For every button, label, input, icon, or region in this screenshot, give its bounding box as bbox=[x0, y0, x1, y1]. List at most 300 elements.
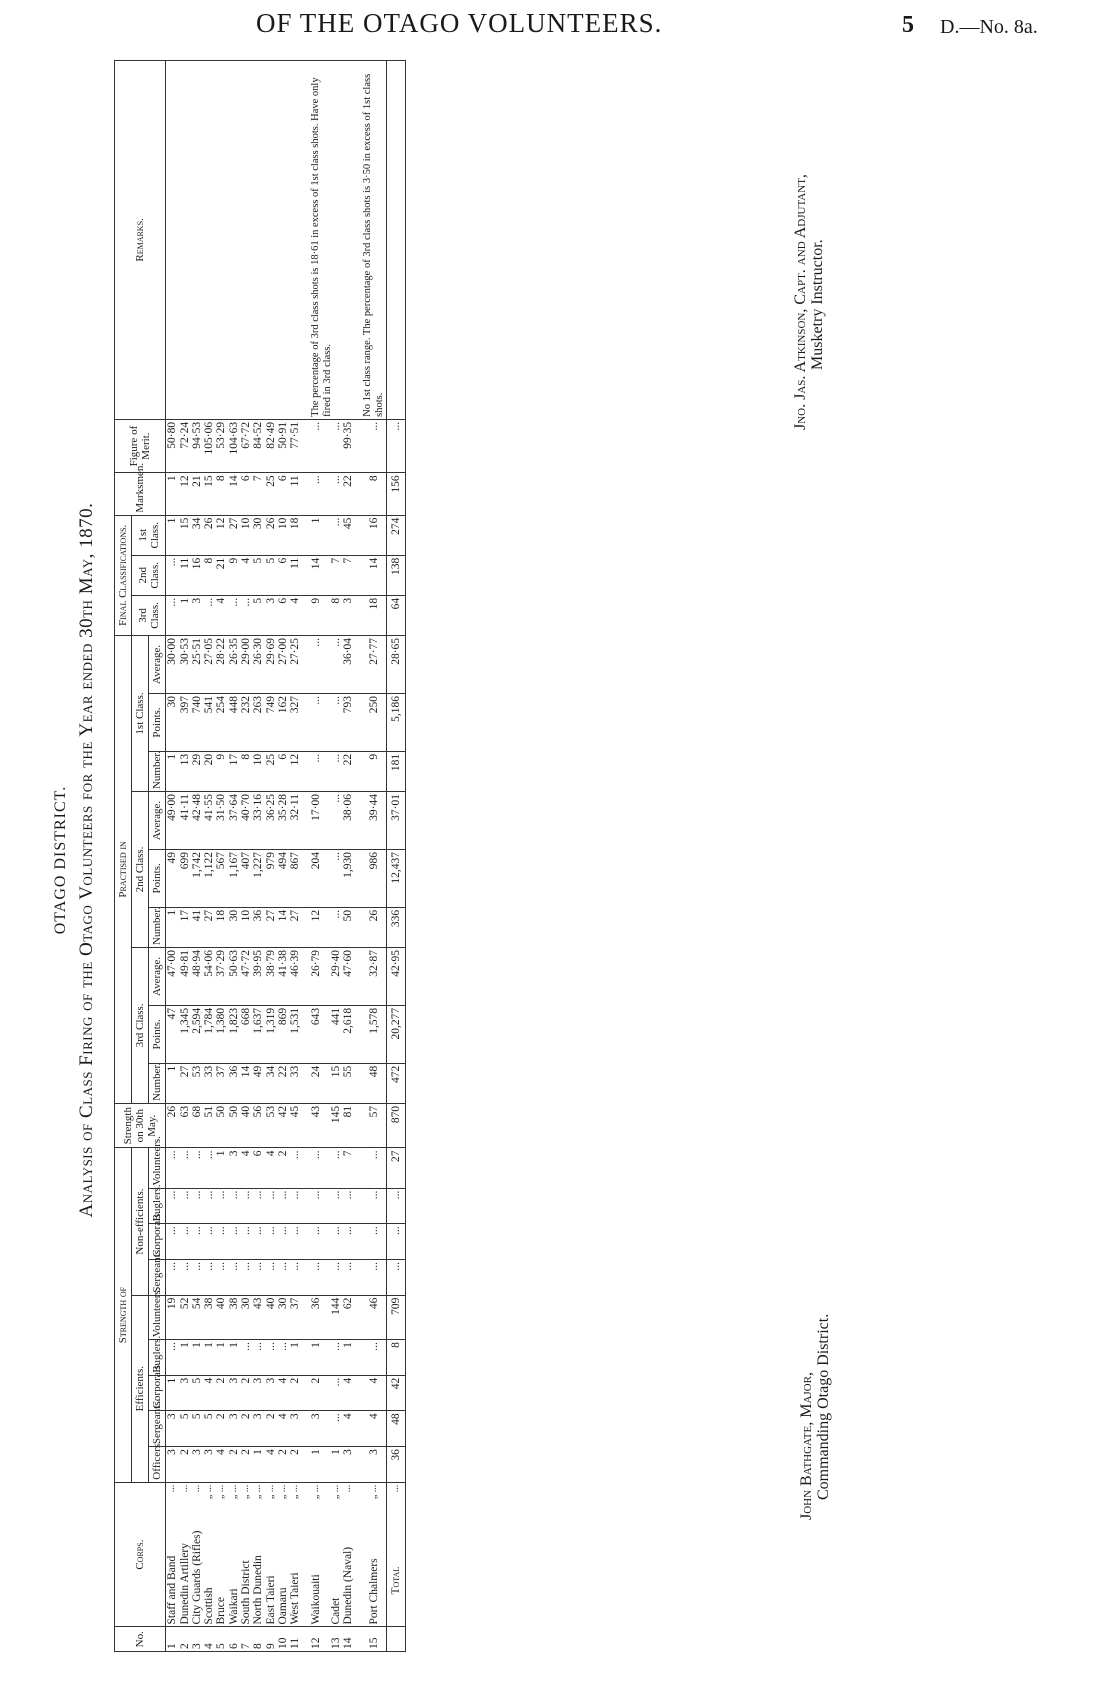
spacer-row bbox=[354, 61, 362, 1652]
cell-e-corp: 2 bbox=[289, 1375, 301, 1411]
cell-e-off: 1 bbox=[252, 1447, 264, 1483]
col-e-buglers: Buglers. bbox=[149, 1340, 166, 1376]
cell-merit: 82·49 bbox=[265, 419, 277, 472]
cell-c1-num: 9 bbox=[362, 751, 387, 791]
cell-n-serg: ... bbox=[179, 1259, 191, 1295]
corps-cell bbox=[179, 1482, 191, 1627]
cell-e-bug: 1 bbox=[203, 1340, 215, 1376]
cell-f1: 12 bbox=[215, 515, 227, 555]
cell-f3: ... bbox=[228, 595, 240, 635]
cell-c3-pts: 668 bbox=[240, 1005, 252, 1063]
cell-f2: 11 bbox=[289, 555, 301, 595]
cell-n-corp: ... bbox=[265, 1224, 277, 1260]
cell-c3-pts: 2,594 bbox=[191, 1005, 203, 1063]
cell-c1-pts: 397 bbox=[179, 694, 191, 752]
total-c3-avg: 42·95 bbox=[387, 947, 406, 1005]
spacer-cell bbox=[354, 1295, 362, 1340]
cell-c1-pts: 162 bbox=[277, 694, 289, 752]
cell-c3-pts: 47 bbox=[166, 1005, 179, 1063]
cell-c2-avg: 39·44 bbox=[362, 792, 387, 850]
spacer-cell bbox=[322, 1063, 330, 1103]
cell-n-bug: ... bbox=[191, 1188, 203, 1224]
cell-c1-avg: 27·77 bbox=[362, 635, 387, 693]
corps-ditto: „ ... bbox=[203, 1484, 215, 1500]
cell-c1-avg: 27·05 bbox=[203, 635, 215, 693]
col-figure-of-merit: Figure of Merit. bbox=[115, 419, 166, 472]
corps-ditto: „ ... bbox=[252, 1484, 264, 1500]
table-row bbox=[362, 61, 387, 1652]
spacer-cell bbox=[302, 947, 310, 1005]
cell-f3: 3 bbox=[342, 595, 354, 635]
cell-strength: 50 bbox=[228, 1103, 240, 1148]
cell-e-off: 3 bbox=[191, 1447, 203, 1483]
total-n-vol: 27 bbox=[387, 1148, 406, 1188]
corps-ditto: ... bbox=[178, 1484, 190, 1493]
col-2nd-average: Average. bbox=[149, 792, 166, 850]
total-e-serg: 48 bbox=[387, 1411, 406, 1447]
spacer-cell bbox=[354, 1259, 362, 1295]
remarks-cell bbox=[203, 61, 215, 420]
col-strength-of: Strength of bbox=[115, 1148, 132, 1482]
col-corps: Corps. bbox=[115, 1482, 166, 1627]
cell-c2-avg: 32·11 bbox=[289, 792, 301, 850]
spacer-row bbox=[302, 61, 310, 1652]
spacer-cell bbox=[322, 1005, 330, 1063]
cell-e-bug: 1 bbox=[228, 1340, 240, 1376]
spacer-cell bbox=[302, 1295, 310, 1340]
cell-e-vol: 30 bbox=[277, 1295, 289, 1340]
cell-merit: 67·72 bbox=[240, 419, 252, 472]
cell-e-corp: 3 bbox=[265, 1375, 277, 1411]
cell-c2-num: 10 bbox=[240, 907, 252, 947]
spacer-cell bbox=[322, 515, 330, 555]
cell-c3-pts: 1,578 bbox=[362, 1005, 387, 1063]
spacer-cell bbox=[322, 1148, 330, 1188]
spacer-cell bbox=[302, 1482, 310, 1627]
total-e-vol: 709 bbox=[387, 1295, 406, 1340]
corps-ditto: ... bbox=[342, 1484, 354, 1493]
cell-strength: 68 bbox=[191, 1103, 203, 1148]
page-number: 5 bbox=[902, 12, 914, 38]
cell-f3: 3 bbox=[191, 595, 203, 635]
row-number: 5 bbox=[215, 1627, 227, 1652]
cell-e-off: 3 bbox=[342, 1447, 354, 1483]
cell-n-vol: 7 bbox=[342, 1148, 354, 1188]
cell-c1-pts: 254 bbox=[215, 694, 227, 752]
cell-e-off: 1 bbox=[330, 1447, 342, 1483]
corps-ditto: ... bbox=[190, 1484, 202, 1493]
cell-c1-pts: 263 bbox=[252, 694, 264, 752]
cell-e-vol: 37 bbox=[289, 1295, 301, 1340]
spacer-cell bbox=[302, 1627, 310, 1652]
cell-e-serg: 3 bbox=[228, 1411, 240, 1447]
cell-n-serg: ... bbox=[228, 1259, 240, 1295]
cell-e-bug: ... bbox=[277, 1340, 289, 1376]
cell-e-corp: 3 bbox=[228, 1375, 240, 1411]
cell-e-serg: 4 bbox=[277, 1411, 289, 1447]
cell-c2-pts: 49 bbox=[166, 849, 179, 907]
col-2nd-number: Number. bbox=[149, 907, 166, 947]
cell-c1-num: 25 bbox=[265, 751, 277, 791]
document-reference: D.—No. 8a. bbox=[940, 16, 1038, 38]
cell-c2-avg: ... bbox=[330, 792, 342, 850]
corps-name: Staff and Band bbox=[166, 1555, 179, 1625]
cell-f2: 8 bbox=[203, 555, 215, 595]
cell-f3: 3 bbox=[265, 595, 277, 635]
cell-e-vol: 38 bbox=[228, 1295, 240, 1340]
col-efficients: Efficients. bbox=[132, 1295, 149, 1482]
spacer-cell bbox=[302, 1447, 310, 1483]
cell-n-vol: ... bbox=[179, 1148, 191, 1188]
cell-c3-avg: 39·95 bbox=[252, 947, 264, 1005]
corps-name: Bruce bbox=[215, 1597, 228, 1625]
cell-e-off: 3 bbox=[203, 1447, 215, 1483]
cell-f3: 5 bbox=[252, 595, 264, 635]
col-e-officers: Officers. bbox=[149, 1447, 166, 1483]
cell-c2-pts: 1,122 bbox=[203, 849, 215, 907]
cell-f3: 1 bbox=[179, 595, 191, 635]
cell-c2-pts: 407 bbox=[240, 849, 252, 907]
remarks-cell bbox=[228, 61, 240, 420]
cell-c1-num: 6 bbox=[277, 751, 289, 791]
spacer-cell bbox=[322, 1627, 330, 1652]
cell-f3: ... bbox=[240, 595, 252, 635]
row-number: 14 bbox=[342, 1627, 354, 1652]
cell-c2-num: 1 bbox=[166, 907, 179, 947]
cell-f2: 14 bbox=[362, 555, 387, 595]
cell-c2-num: ... bbox=[330, 907, 342, 947]
col-no: No. bbox=[115, 1627, 166, 1652]
remarks-cell bbox=[240, 61, 252, 420]
spacer-cell bbox=[354, 1375, 362, 1411]
cell-c3-num: 24 bbox=[310, 1063, 322, 1103]
corps-name: South District bbox=[240, 1560, 253, 1625]
cell-c3-num: 15 bbox=[330, 1063, 342, 1103]
row-number: 6 bbox=[228, 1627, 240, 1652]
cell-e-bug: ... bbox=[362, 1340, 387, 1376]
corps-ditto: „ ... bbox=[276, 1484, 288, 1500]
cell-n-vol: ... bbox=[289, 1148, 301, 1188]
cell-c3-num: 1 bbox=[166, 1063, 179, 1103]
cell-strength: 57 bbox=[362, 1103, 387, 1148]
cell-merit: 99·35 bbox=[342, 419, 354, 472]
corps-cell bbox=[166, 1482, 179, 1627]
cell-c3-pts: 1,319 bbox=[265, 1005, 277, 1063]
spacer-cell bbox=[354, 1148, 362, 1188]
cell-e-vol: 52 bbox=[179, 1295, 191, 1340]
corps-cell bbox=[228, 1482, 240, 1627]
spacer-cell bbox=[322, 1340, 330, 1376]
cell-e-serg: 2 bbox=[215, 1411, 227, 1447]
cell-c1-num: 10 bbox=[252, 751, 264, 791]
total-c2-pts: 12,437 bbox=[387, 849, 406, 907]
corps-name: Dunedin (Naval) bbox=[342, 1546, 355, 1625]
cell-mark: 14 bbox=[228, 473, 240, 515]
cell-c2-pts: 1,167 bbox=[228, 849, 240, 907]
cell-e-bug: 1 bbox=[179, 1340, 191, 1376]
spacer-cell bbox=[322, 1224, 330, 1260]
spacer-cell bbox=[322, 1259, 330, 1295]
corps-ditto: „ ... bbox=[215, 1484, 227, 1500]
cell-c3-num: 55 bbox=[342, 1063, 354, 1103]
spacer-cell bbox=[322, 1295, 330, 1340]
cell-mark: 8 bbox=[215, 473, 227, 515]
cell-f3: 8 bbox=[330, 595, 342, 635]
cell-c1-avg: 36·04 bbox=[342, 635, 354, 693]
corps-cell bbox=[191, 1482, 203, 1627]
cell-c3-num: 14 bbox=[240, 1063, 252, 1103]
col-final-2nd: 2nd Class. bbox=[132, 555, 166, 595]
cell-n-corp: ... bbox=[330, 1224, 342, 1260]
cell-c1-avg: 25·51 bbox=[191, 635, 203, 693]
cell-strength: 40 bbox=[240, 1103, 252, 1148]
cell-c3-num: 49 bbox=[252, 1063, 264, 1103]
spacer-cell bbox=[302, 792, 310, 850]
total-n-corp: ... bbox=[387, 1224, 406, 1260]
cell-strength: 56 bbox=[252, 1103, 264, 1148]
cell-e-serg: 5 bbox=[191, 1411, 203, 1447]
cell-n-serg: ... bbox=[362, 1259, 387, 1295]
table-row bbox=[166, 61, 179, 1652]
spacer-cell bbox=[322, 595, 330, 635]
corps-name: North Dunedin bbox=[252, 1555, 265, 1625]
cell-c2-pts: 699 bbox=[179, 849, 191, 907]
row-number: 2 bbox=[179, 1627, 191, 1652]
spacer-cell bbox=[302, 595, 310, 635]
cell-e-off: 2 bbox=[179, 1447, 191, 1483]
cell-e-vol: 46 bbox=[362, 1295, 387, 1340]
cell-c3-num: 53 bbox=[191, 1063, 203, 1103]
cell-e-vol: 38 bbox=[203, 1295, 215, 1340]
spacer-cell bbox=[354, 473, 362, 515]
row-number: 8 bbox=[252, 1627, 264, 1652]
cell-n-vol: 4 bbox=[240, 1148, 252, 1188]
cell-n-bug: ... bbox=[252, 1188, 264, 1224]
cell-c2-num: 17 bbox=[179, 907, 191, 947]
cell-merit: 105·06 bbox=[203, 419, 215, 472]
row-number: 15 bbox=[362, 1627, 387, 1652]
cell-c3-num: 27 bbox=[179, 1063, 191, 1103]
cell-e-off: 3 bbox=[362, 1447, 387, 1483]
corps-ditto: ... bbox=[166, 1484, 178, 1493]
spacer-cell bbox=[322, 849, 330, 907]
cell-c1-num: 8 bbox=[240, 751, 252, 791]
cell-f3: ... bbox=[166, 595, 179, 635]
cell-f1: 26 bbox=[203, 515, 215, 555]
cell-f1: 34 bbox=[191, 515, 203, 555]
corps-name: Cadet bbox=[329, 1597, 342, 1625]
cell-e-off: 2 bbox=[277, 1447, 289, 1483]
cell-e-off: 3 bbox=[166, 1447, 179, 1483]
cell-c1-pts: 740 bbox=[191, 694, 203, 752]
cell-c3-num: 48 bbox=[362, 1063, 387, 1103]
cell-merit: 104·63 bbox=[228, 419, 240, 472]
cell-e-serg: 4 bbox=[362, 1411, 387, 1447]
signature-left-name: John Bathgate, Major, bbox=[798, 1372, 815, 1520]
cell-f1: 18 bbox=[289, 515, 301, 555]
cell-mark: ... bbox=[330, 473, 342, 515]
spacer-cell bbox=[354, 635, 362, 693]
spacer-cell bbox=[322, 419, 330, 472]
cell-c2-num: 26 bbox=[362, 907, 387, 947]
corps-name: Port Chalmers bbox=[368, 1558, 381, 1625]
cell-f2: 14 bbox=[310, 555, 322, 595]
cell-n-corp: ... bbox=[240, 1224, 252, 1260]
cell-n-corp: ... bbox=[215, 1224, 227, 1260]
cell-c2-avg: 35·28 bbox=[277, 792, 289, 850]
cell-c3-avg: 47·00 bbox=[166, 947, 179, 1005]
col-2nd-points: Points. bbox=[149, 849, 166, 907]
remarks-cell bbox=[277, 61, 289, 420]
corps-ditto: „ ... bbox=[240, 1484, 252, 1500]
cell-c1-avg: 27·00 bbox=[277, 635, 289, 693]
cell-c1-pts: 232 bbox=[240, 694, 252, 752]
col-n-volunteers: Volunteers. bbox=[149, 1148, 166, 1188]
cell-strength: 145 bbox=[330, 1103, 342, 1148]
table-row bbox=[240, 61, 252, 1652]
cell-n-corp: ... bbox=[179, 1224, 191, 1260]
cell-n-corp: ... bbox=[342, 1224, 354, 1260]
cell-c3-num: 33 bbox=[289, 1063, 301, 1103]
spacer-cell bbox=[322, 1447, 330, 1483]
total-strength: 870 bbox=[387, 1103, 406, 1148]
cell-n-bug: ... bbox=[179, 1188, 191, 1224]
cell-n-serg: ... bbox=[215, 1259, 227, 1295]
cell-n-vol: 4 bbox=[265, 1148, 277, 1188]
cell-mark: 7 bbox=[252, 473, 264, 515]
cell-c2-pts: 204 bbox=[310, 849, 322, 907]
corps-cell bbox=[330, 1482, 342, 1627]
cell-c1-num: 22 bbox=[342, 751, 354, 791]
total-ditto: ... bbox=[390, 1484, 402, 1493]
spacer-cell bbox=[354, 1063, 362, 1103]
cell-e-corp: 2 bbox=[215, 1375, 227, 1411]
spacer-cell bbox=[302, 555, 310, 595]
cell-e-bug: ... bbox=[252, 1340, 264, 1376]
cell-c2-pts: 986 bbox=[362, 849, 387, 907]
spacer-cell bbox=[322, 792, 330, 850]
cell-f2: 6 bbox=[277, 555, 289, 595]
signature-right-title: Musketry Instructor. bbox=[809, 239, 826, 370]
cell-f2: 16 bbox=[191, 555, 203, 595]
cell-c2-num: 14 bbox=[277, 907, 289, 947]
cell-n-vol: ... bbox=[362, 1148, 387, 1188]
spacer-cell bbox=[322, 907, 330, 947]
cell-e-off: 1 bbox=[310, 1447, 322, 1483]
total-c2-num: 336 bbox=[387, 907, 406, 947]
spacer-cell bbox=[354, 947, 362, 1005]
corps-name: Oamaru bbox=[276, 1587, 289, 1625]
spacer-cell bbox=[302, 1411, 310, 1447]
cell-n-serg: ... bbox=[240, 1259, 252, 1295]
cell-c3-pts: 869 bbox=[277, 1005, 289, 1063]
cell-strength: 51 bbox=[203, 1103, 215, 1148]
cell-f2: 21 bbox=[215, 555, 227, 595]
cell-c3-avg: 54·06 bbox=[203, 947, 215, 1005]
cell-f3: 4 bbox=[289, 595, 301, 635]
cell-n-vol: ... bbox=[191, 1148, 203, 1188]
corps-cell bbox=[203, 1482, 215, 1627]
cell-e-bug: 1 bbox=[310, 1340, 322, 1376]
cell-n-corp: ... bbox=[289, 1224, 301, 1260]
cell-n-corp: ... bbox=[166, 1224, 179, 1260]
cell-e-corp: 2 bbox=[310, 1375, 322, 1411]
col-2nd-class: 2nd Class. bbox=[132, 792, 149, 948]
cell-c3-pts: 1,784 bbox=[203, 1005, 215, 1063]
col-1st-points: Points. bbox=[149, 694, 166, 752]
cell-c3-avg: 47·60 bbox=[342, 947, 354, 1005]
cell-c2-num: 36 bbox=[252, 907, 264, 947]
cell-e-serg: 3 bbox=[252, 1411, 264, 1447]
cell-c3-avg: 38·79 bbox=[265, 947, 277, 1005]
cell-e-serg: 5 bbox=[203, 1411, 215, 1447]
cell-n-serg: ... bbox=[265, 1259, 277, 1295]
cell-n-serg: ... bbox=[191, 1259, 203, 1295]
cell-n-serg: ... bbox=[342, 1259, 354, 1295]
cell-f1: 15 bbox=[179, 515, 191, 555]
total-c3-pts: 20,277 bbox=[387, 1005, 406, 1063]
cell-e-corp: 4 bbox=[342, 1375, 354, 1411]
corps-cell bbox=[215, 1482, 227, 1627]
col-3rd-number: Number. bbox=[149, 1063, 166, 1103]
cell-n-vol: 3 bbox=[228, 1148, 240, 1188]
corps-name: Waikari bbox=[227, 1588, 240, 1625]
total-c1-avg: 28·65 bbox=[387, 635, 406, 693]
cell-c3-num: 34 bbox=[265, 1063, 277, 1103]
cell-e-vol: 36 bbox=[310, 1295, 322, 1340]
cell-e-vol: 40 bbox=[215, 1295, 227, 1340]
spacer-cell bbox=[302, 1375, 310, 1411]
cell-c3-avg: 37·29 bbox=[215, 947, 227, 1005]
spacer-cell bbox=[354, 907, 362, 947]
cell-c3-avg: 46·39 bbox=[289, 947, 301, 1005]
cell-n-serg: ... bbox=[289, 1259, 301, 1295]
remarks-cell bbox=[215, 61, 227, 420]
total-f1: 274 bbox=[387, 515, 406, 555]
cell-c1-num: ... bbox=[310, 751, 322, 791]
total-f3: 64 bbox=[387, 595, 406, 635]
total-remarks-cell bbox=[387, 61, 406, 420]
cell-e-vol: 144 bbox=[330, 1295, 342, 1340]
col-n-corporals: Corporals. bbox=[149, 1224, 166, 1260]
class-firing-table bbox=[114, 60, 406, 1652]
corps-name: West Taieri bbox=[289, 1572, 302, 1625]
cell-c1-pts: 793 bbox=[342, 694, 354, 752]
cell-f3: 4 bbox=[215, 595, 227, 635]
cell-n-vol: 1 bbox=[215, 1148, 227, 1188]
cell-f2: 4 bbox=[240, 555, 252, 595]
col-1st-number: Number. bbox=[149, 751, 166, 791]
col-e-corporals: Corporals. bbox=[149, 1375, 166, 1411]
col-n-sergeants: Sergeants. bbox=[149, 1259, 166, 1295]
cell-c3-pts: 643 bbox=[310, 1005, 322, 1063]
signature-right-name: Jno. Jas. Atkinson, Capt. and Adjutant, bbox=[792, 174, 809, 430]
col-e-sergeants: Sergeants. bbox=[149, 1411, 166, 1447]
spacer-cell bbox=[322, 635, 330, 693]
table-caption: Analysis of Class Firing of the Otago Volunteers for the Year ended 30th May, 1870. bbox=[76, 502, 97, 1218]
spacer-cell bbox=[354, 1482, 362, 1627]
table-row bbox=[191, 61, 203, 1652]
cell-mark: 21 bbox=[191, 473, 203, 515]
spacer-cell bbox=[354, 1627, 362, 1652]
cell-f2: 7 bbox=[342, 555, 354, 595]
cell-c3-pts: 441 bbox=[330, 1005, 342, 1063]
cell-c3-avg: 47·72 bbox=[240, 947, 252, 1005]
total-merit: ... bbox=[387, 419, 406, 472]
cell-f3: ... bbox=[203, 595, 215, 635]
cell-f1: ... bbox=[330, 515, 342, 555]
corps-name: Dunedin Artillery bbox=[178, 1543, 191, 1625]
